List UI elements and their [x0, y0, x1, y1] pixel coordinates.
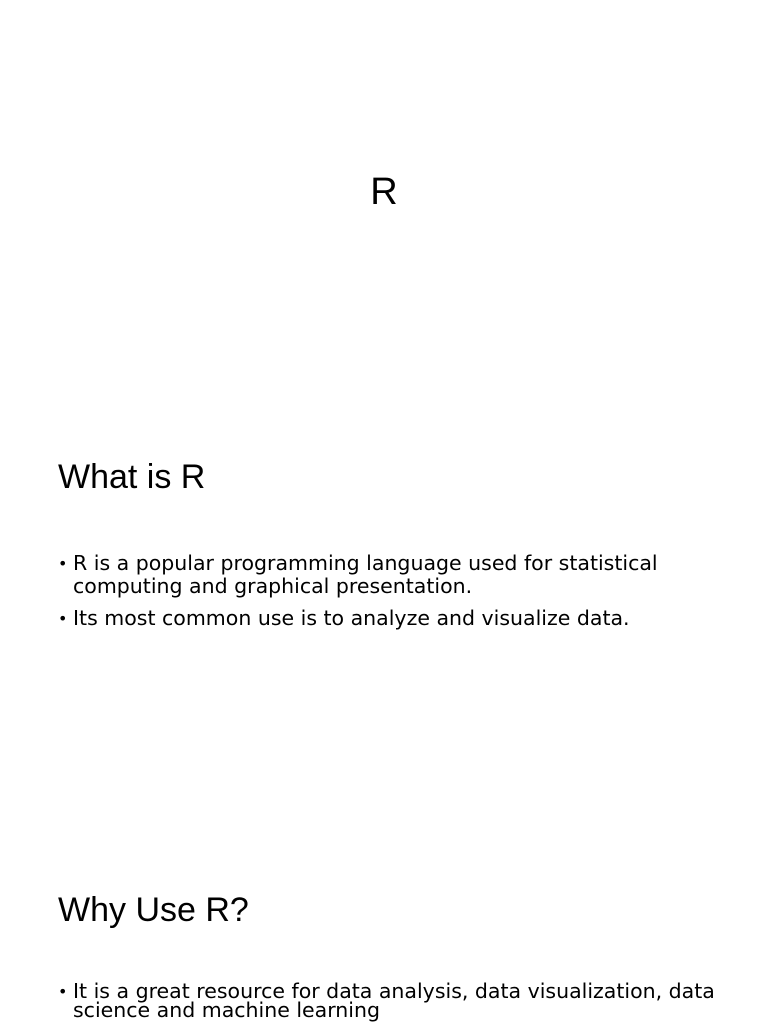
list-item — [58, 607, 738, 630]
bullet-text: R is a popular programming language used for statistical computing and graphical presentation. — [73, 551, 658, 598]
bullet-icon: • — [58, 982, 68, 1001]
list-item — [58, 979, 738, 1022]
bullet-text: It is a great resource for data analysis, data visualization, data science and machine learning — [73, 979, 715, 1022]
bullet-icon: • — [58, 609, 68, 628]
why-use-r-heading: Why Use R? — [58, 891, 249, 929]
bullet-icon: • — [58, 554, 68, 573]
list-item — [58, 552, 738, 598]
what-is-r-heading: What is R — [58, 458, 206, 496]
what-is-r-bullet-list — [58, 552, 738, 639]
why-use-r-bullet-list — [58, 979, 738, 1029]
bullet-text: Its most common use is to analyze and visualize data. — [73, 606, 630, 630]
title-slide-heading: R — [370, 171, 398, 213]
